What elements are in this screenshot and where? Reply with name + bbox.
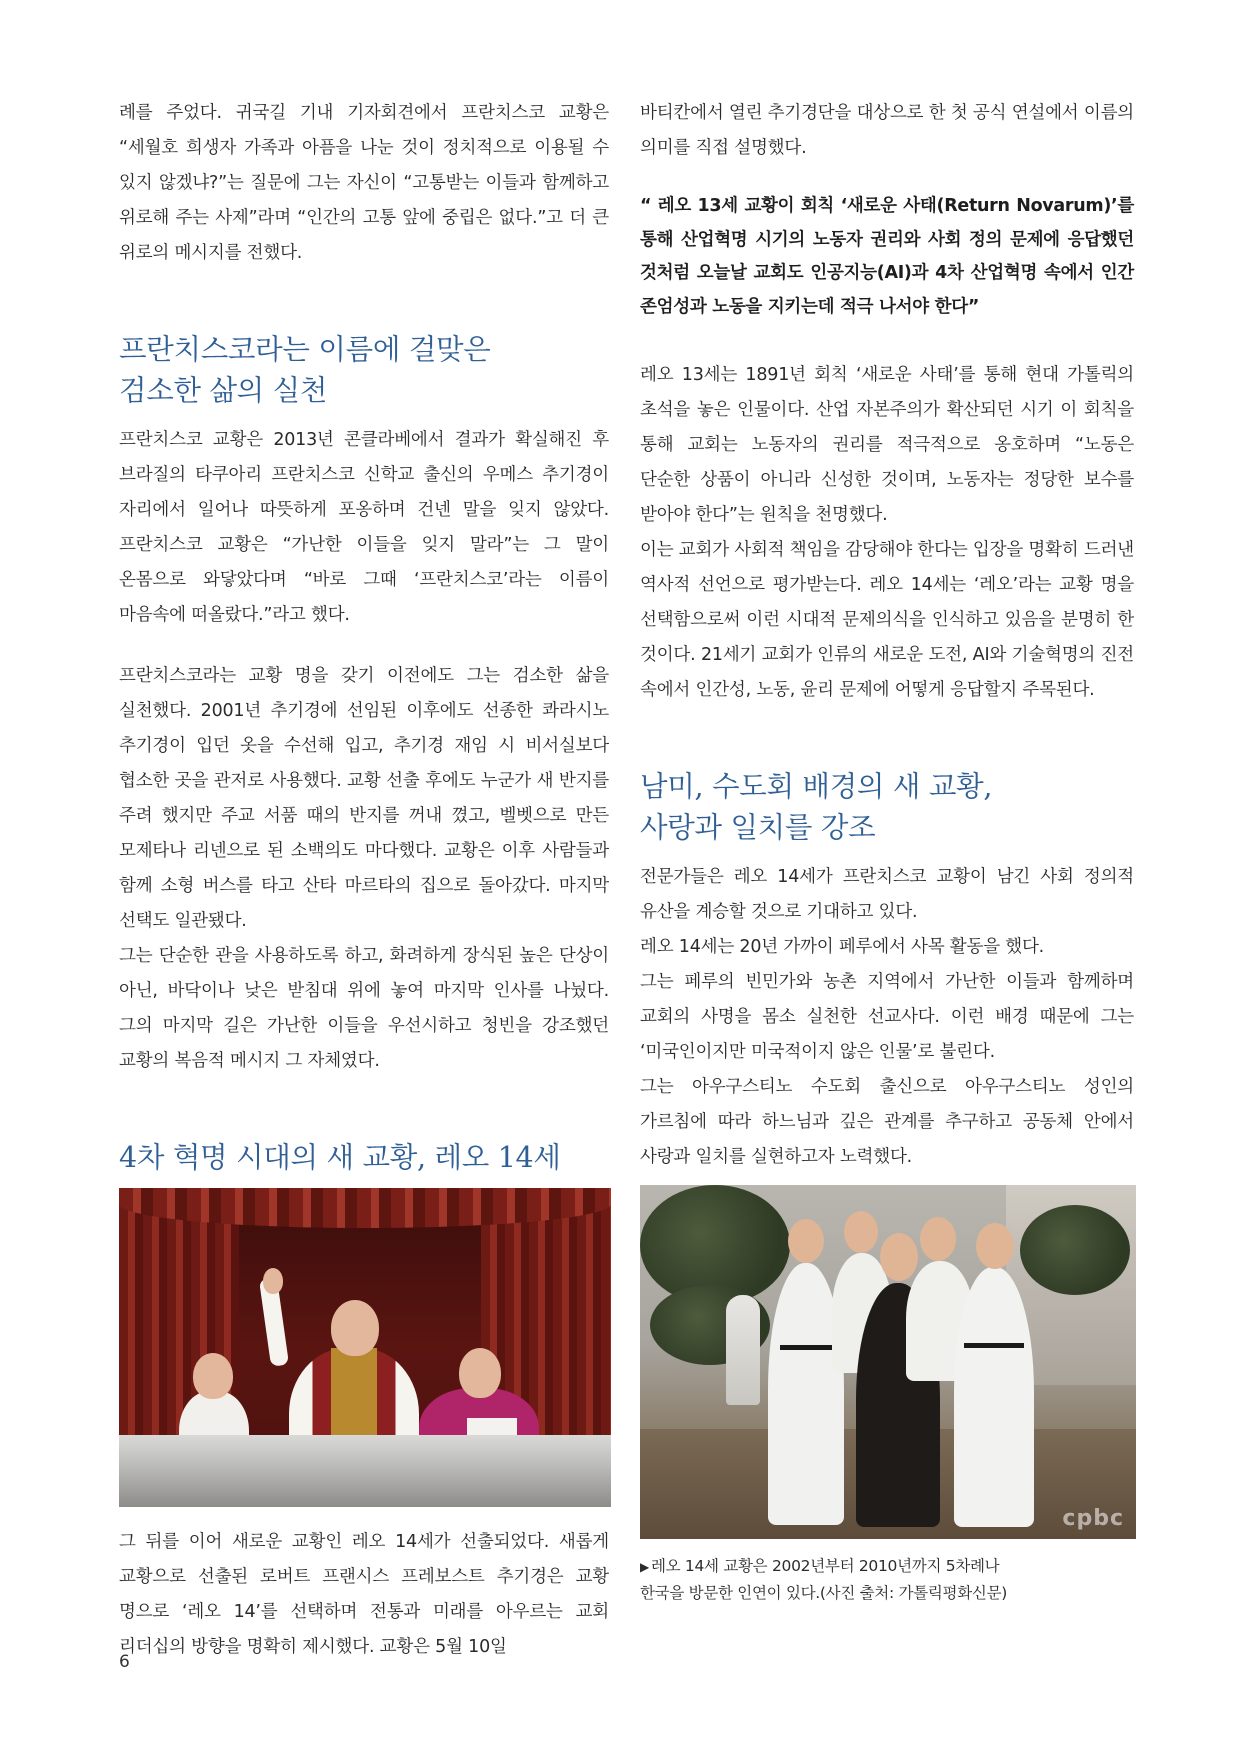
- right-intro-paragraph: 바티칸에서 열린 추기경단을 대상으로 한 첫 공식 연설에서 이름의 의미를 직접 설명했다.: [640, 103, 1134, 158]
- right-paragraph-5: 그는 페루의 빈민가와 농촌 지역에서 가난한 이들과 함께하며 교회의 사명을 몸소 실천한 선교사다. 이런 배경 때문에 그는 ‘미국인이지만 미국적이지 않은 인물’로 불린다.: [640, 972, 1134, 1062]
- right-paragraph-3: 전문가들은 레오 14세가 프란치스코 교황이 남긴 사회 정의적 유산을 계승할 것으로 기대하고 있다.: [640, 867, 1134, 922]
- caption-line: 한국을 방문한 인연이 있다.(사진 출처: 가톨릭평화신문): [640, 1584, 1007, 1602]
- left-column: [119, 96, 609, 1665]
- right-column: [640, 96, 1134, 1606]
- right-paragraph-6: 그는 아우구스티노 수도회 출신으로 아우구스티노 성인의 가르침에 따라 하느님과 깊은 관계를 추구하고 공동체 안에서 사랑과 일치를 실현하고자 노력했다.: [640, 1077, 1134, 1167]
- right-paragraph-2: 이는 교회가 사회적 책임을 감당해야 한다는 입장을 명확히 드러낸 역사적 선언으로 평가받는다. 레오 14세는 ‘레오’라는 교황 명을 선택함으로써 이런 시대적 문제의식을 인식하고 있음을 분명히 한 것이다. 21세기 교회가 인류의 새로운 도전, AI와 기술혁명의 진전 속에서 인간성, 노동, 윤리 문제에 어떻게 응답할지 주목된다.: [640, 540, 1134, 700]
- caption-line: 레오 14세 교황은 2002년부터 2010년까지 5차례나: [650, 1557, 1000, 1575]
- statue: [726, 1295, 760, 1405]
- photo-monks-group: [640, 1185, 1136, 1539]
- leo-quote: “ 레오 13세 교황이 회칙 ‘새로운 사태(Return Novarum)’를 통해 산업혁명 시기의 노동자 권리와 사회 정의 문제에 응답했던 것처럼 오늘날 교회도 인공지능(AI)과 4차 산업혁명 속에서 인간 존엄성과 노동을 지키는데 적극 나서야 한다”: [640, 196, 1134, 317]
- section-heading-francis-name: [119, 329, 609, 411]
- heading-line: 사랑과 일치를 강조: [640, 811, 876, 844]
- heading-line: 남미, 수도회 배경의 새 교황,: [640, 770, 993, 803]
- tree: [1020, 1205, 1130, 1295]
- section1-paragraph-3: 그는 단순한 관을 사용하도록 하고, 화려하게 장식된 높은 단상이 아닌, 바닥이나 낮은 받침대 위에 놓여 마지막 인사를 나눴다. 그의 마지막 길은 가난한 이들을 우선시하고 청빈을 강조했던 교황의 복음적 메시지 그 자체였다.: [119, 946, 609, 1071]
- heading-line: 프란치스코라는 이름에 걸맞은: [119, 333, 491, 366]
- page-number: 6: [119, 1652, 130, 1672]
- photo-caption: [640, 1553, 1134, 1606]
- right-paragraph-1: 레오 13세는 1891년 회칙 ‘새로운 사태’를 통해 현대 가톨릭의 초석을 놓은 인물이다. 산업 자본주의가 확산되던 시기 이 회칙을 통해 교회는 노동자의 권리를 적극적으로 옹호하며 “노동은 단순한 상품이 아니라 신성한 것이며, 노동자는 정당한 보수를 받아야 한다”는 원칙을 천명했다.: [640, 365, 1134, 525]
- section-heading-south-america: [640, 766, 1134, 848]
- section2-paragraph-1: 그 뒤를 이어 새로운 교황인 레오 14세가 선출되었다. 새롭게 교황으로 선출된 로버트 프랜시스 프레보스트 추기경은 교황 명으로 ‘레오 14’를 선택하며 전통과 미래를 아우르는 교회 리더십의 방향을 명확히 제시했다. 교황은 5월 10일: [119, 1532, 609, 1657]
- section-heading-leo-xiv: 4차 혁명 시대의 새 교황, 레오 14세: [119, 1141, 561, 1174]
- balcony-ledge: [119, 1435, 611, 1507]
- right-paragraph-4: 레오 14세는 20년 가까이 페루에서 사목 활동을 했다.: [640, 937, 1045, 957]
- left-intro-paragraph: 례를 주었다. 귀국길 기내 기자회견에서 프란치스코 교황은 “세월호 희생자 가족과 아픔을 나눈 것이 정치적으로 이용될 수 있지 않겠냐?”는 질문에 그는 자신이 “고통받는 이들과 함께하고 위로해 주는 사제”라며 “인간의 고통 앞에 중립은 없다.”고 더 큰 위로의 메시지를 전했다.: [119, 103, 609, 263]
- cpbc-logo: cpbc: [1062, 1506, 1124, 1531]
- heading-line: 검소한 삶의 실천: [119, 374, 328, 407]
- section1-paragraph-2: 프란치스코라는 교황 명을 갖기 이전에도 그는 검소한 삶을 실천했다. 2001년 추기경에 선임된 이후에도 선종한 콰라시노 추기경이 입던 옷을 수선해 입고, 추기경 재임 시 비서실보다 협소한 곳을 관저로 사용했다. 교황 선출 후에도 누군가 새 반지를 주려 했지만 주교 서품 때의 반지를 꺼내 꼈고, 벨벳으로 만든 모제타나 리넨으로 된 소백의도 마다했다. 교황은 이후 사람들과 함께 소형 버스를 타고 산타 마르타의 집으로 돌아갔다. 마지막 선택도 일관됐다.: [119, 666, 609, 931]
- triangle-marker-icon: ▶: [640, 1560, 649, 1574]
- section1-paragraph-1: 프란치스코 교황은 2013년 콘클라베에서 결과가 확실해진 후 브라질의 타쿠아리 프란치스코 신학교 출신의 우메스 추기경이 자리에서 일어나 따뜻하게 포옹하며 건넨 말을 잊지 않았다. 프란치스코 교황은 “가난한 이들을 잊지 말라”는 그 말이 온몸으로 와닿았다며 “바로 그때 ‘프란치스코’라는 이름이 마음속에 떠올랐다.”라고 했다.: [119, 430, 609, 625]
- photo-pope-balcony: [119, 1188, 611, 1507]
